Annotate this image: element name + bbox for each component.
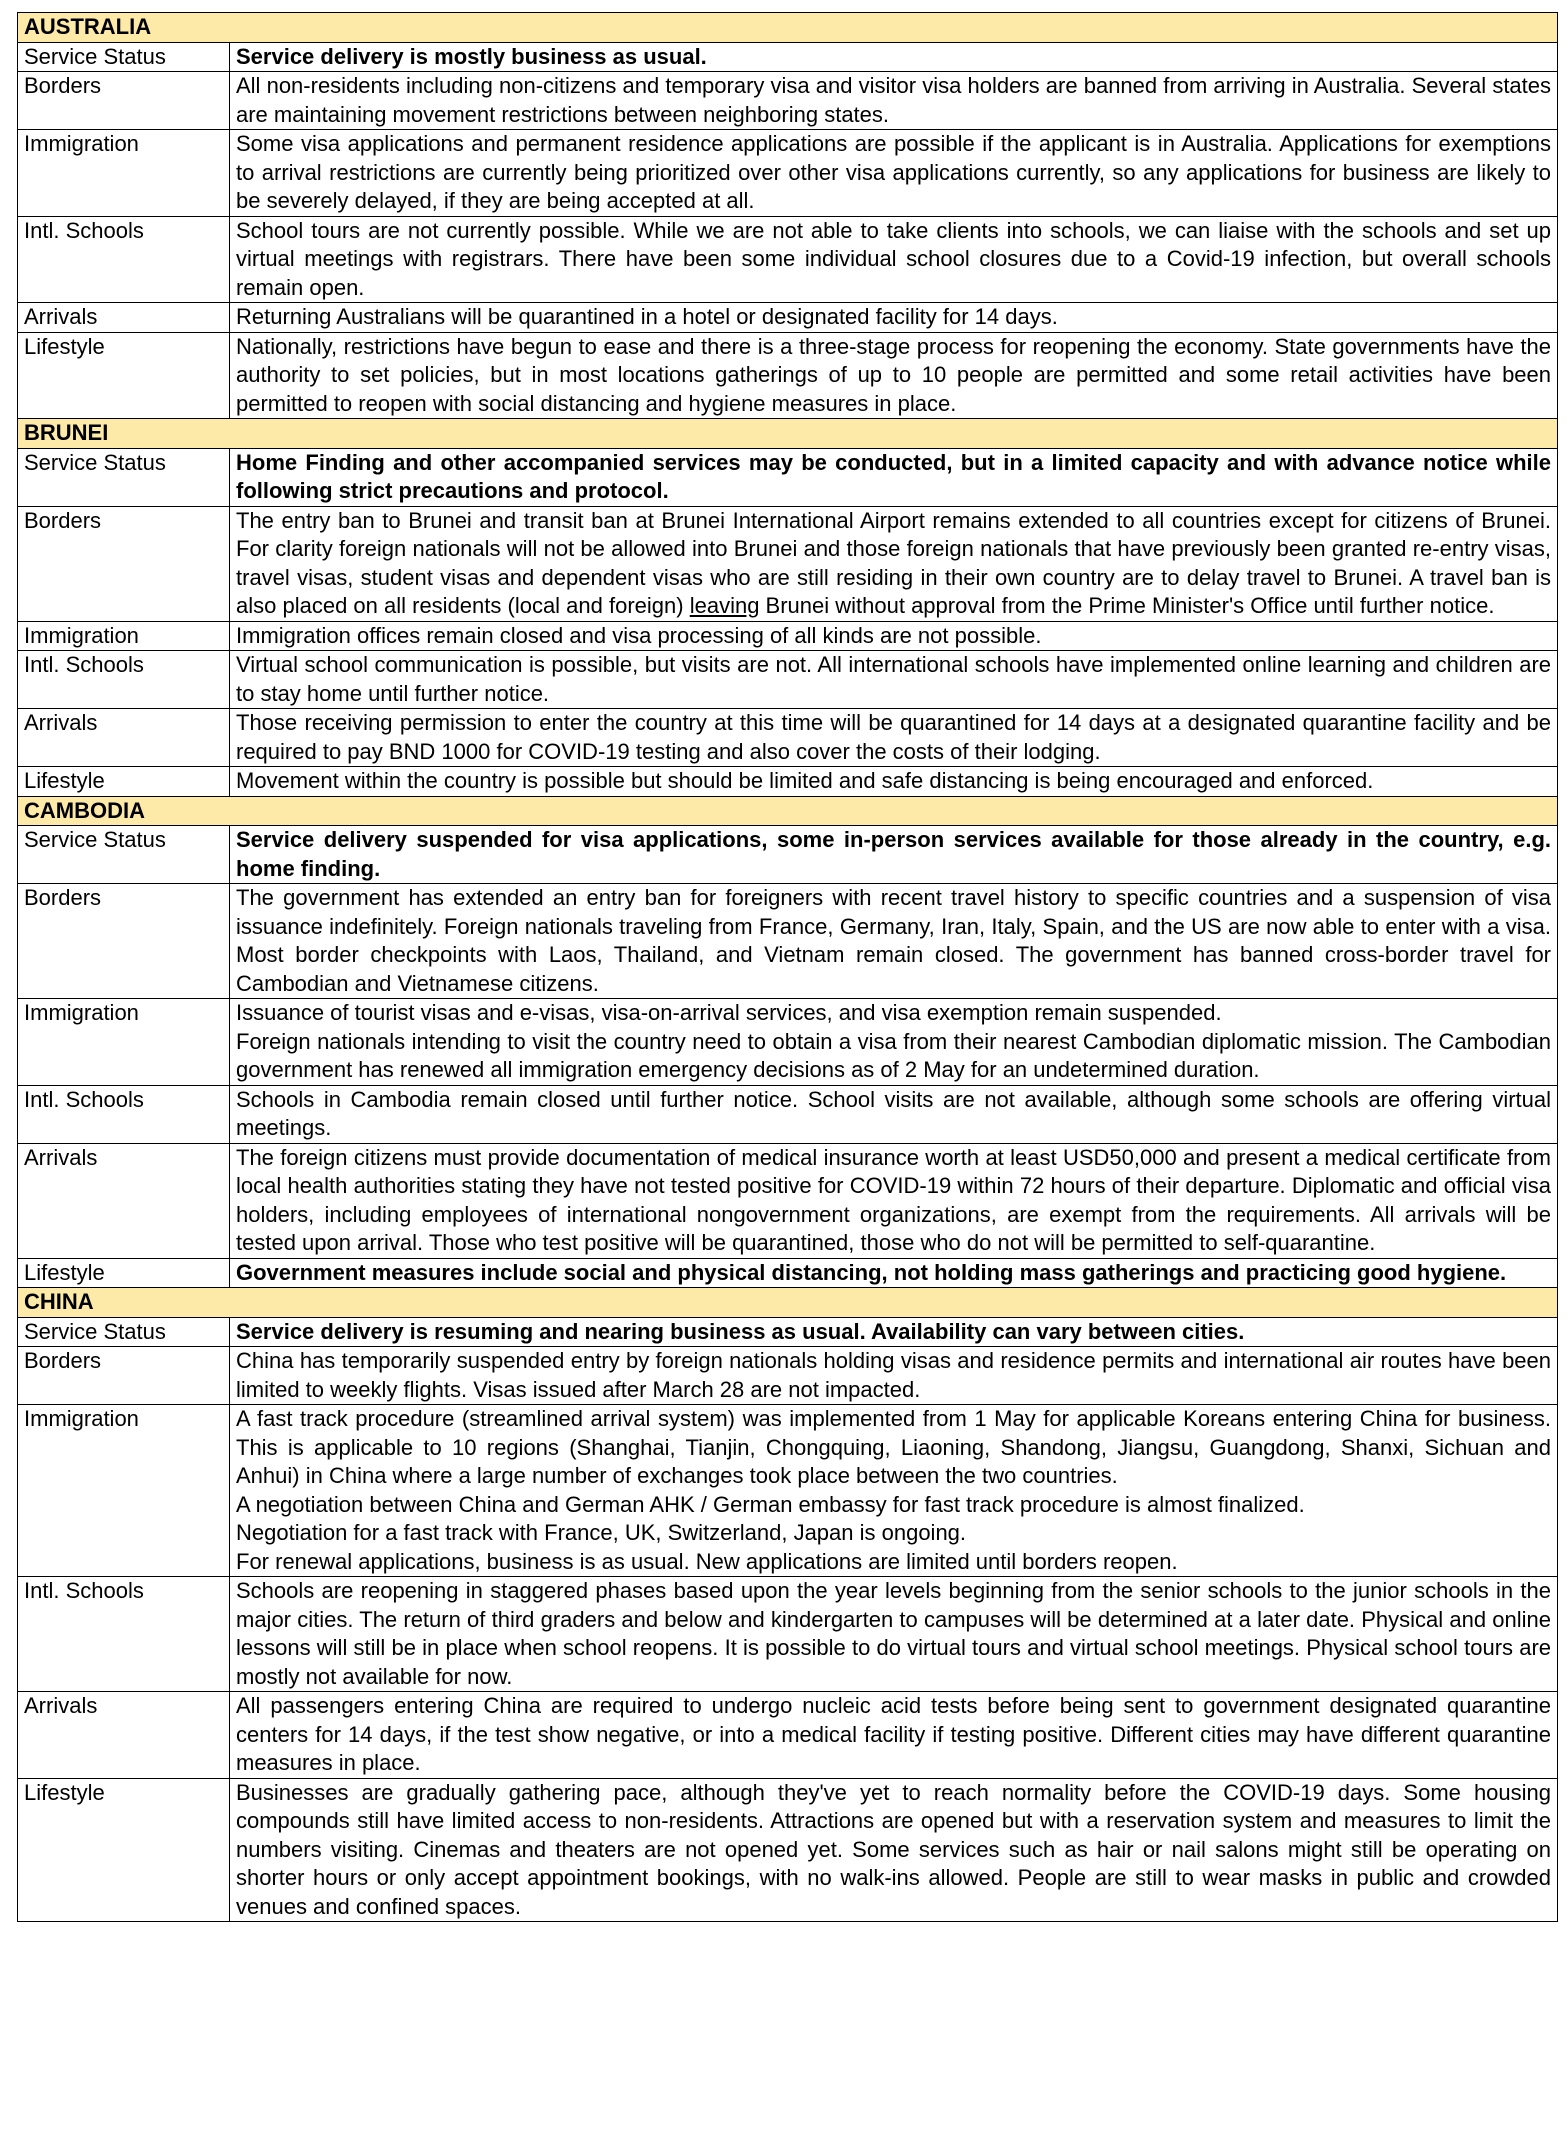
category-value <box>230 1405 1558 1577</box>
category-value <box>230 1778 1558 1922</box>
value-text: School tours are not currently possible. While we are not able to take clients into schools, we can liaise with the schools and set up virtual meetings with registrars. There have been some individual school closures due to a Covid-19 infection, but overall schools remain open. <box>236 217 1552 300</box>
table-row <box>18 826 1558 884</box>
value-text: Government measures include social and physical distancing, not holding mass gatherings and practicing good hygiene. <box>236 1259 1507 1285</box>
table-row <box>18 651 1558 709</box>
country-header-row <box>18 1288 1558 1318</box>
table-row <box>18 884 1558 999</box>
value-text: The government has extended an entry ban for foreigners with recent travel history to specific countries and a suspension of visa issuance indefinitely. Foreign nationals traveling from France, Germany, Iran, Italy, Spain, and the US are now able to enter with a visa. Most border checkpoints with Laos, Thailand, and Vietnam remain closed. The government has banned cross-border travel for Cambodian and Vietnamese citizens. <box>236 885 1552 996</box>
table-row <box>18 332 1558 419</box>
category-value <box>230 1258 1558 1288</box>
category-label: Arrivals <box>18 1692 230 1779</box>
category-label: Borders <box>18 72 230 130</box>
table-row <box>18 448 1558 506</box>
value-text: Service delivery is resuming and nearing business as usual. Availability can vary between cities. <box>236 1318 1245 1344</box>
value-text: Businesses are gradually gathering pace, although they've yet to reach normality before the COVID-19 days. Some housing compounds still have limited access to non-residents. Attractions are opened but with a reservation system and measures to limit the numbers visiting. Cinemas and theaters are not opened yet. Some services such as hair or nail salons might still be operating on shorter hours or only accept appointment bookings, with no walk-ins allowed. People are still to wear masks in public and crowded venues and confined spaces. <box>236 1779 1552 1919</box>
table-row <box>18 42 1558 72</box>
category-value <box>230 1577 1558 1692</box>
category-label: Service Status <box>18 448 230 506</box>
table-row <box>18 1258 1558 1288</box>
category-value <box>230 72 1558 130</box>
country-header: BRUNEI <box>18 419 1558 449</box>
category-label: Service Status <box>18 1317 230 1347</box>
value-text: For renewal applications, business is as usual. New applications are limited until borders reopen. <box>236 1548 1178 1574</box>
category-label: Lifestyle <box>18 1258 230 1288</box>
category-label: Lifestyle <box>18 767 230 797</box>
table-row <box>18 709 1558 767</box>
category-label: Immigration <box>18 1405 230 1577</box>
category-label: Lifestyle <box>18 332 230 419</box>
category-value <box>230 506 1558 621</box>
value-text: Immigration offices remain closed and visa processing of all kinds are not possible. <box>236 622 1042 648</box>
value-text: Service delivery suspended for visa applications, some in-person services available for those already in the country, e.g. home finding. <box>236 827 1552 881</box>
table-row <box>18 1143 1558 1258</box>
table-row <box>18 999 1558 1086</box>
category-value <box>230 709 1558 767</box>
category-label: Service Status <box>18 826 230 884</box>
value-text: A fast track procedure (streamlined arrival system) was implemented from 1 May for applicable Koreans entering China for business. This is applicable to 10 regions (Shanghai, Tianjin, Chongquing, Liaoning, Shandong, Jiangsu, Guangdong, Shanxi, Sichuan and Anhui) in China where a large number of exchanges took place between the two countries. <box>236 1406 1552 1488</box>
table-row <box>18 72 1558 130</box>
country-header: CAMBODIA <box>18 796 1558 826</box>
category-value <box>230 332 1558 419</box>
value-text: Nationally, restrictions have begun to ease and there is a three-stage process for reopening the economy. State governments have the authority to set policies, but in most locations gatherings of up to 10 people are permitted and some retail activities have been permitted to reopen with social distancing and hygiene measures in place. <box>236 333 1552 416</box>
category-value <box>230 651 1558 709</box>
value-text: Those receiving permission to enter the country at this time will be quarantined for 14 days at a designated quarantine facility and be required to pay BND 1000 for COVID-19 testing and also cover the costs of their lodging. <box>236 710 1552 764</box>
value-text: Schools are reopening in staggered phases based upon the year levels beginning from the senior schools to the junior schools in the major cities. The return of third graders and below and kindergarten to campuses will be determined at a later date. Physical and online lessons will still be in place when school reopens. It is possible to do virtual tours and virtual school meetings. Physical school tours are mostly not available for now. <box>236 1578 1552 1689</box>
table-row <box>18 767 1558 797</box>
category-label: Intl. Schools <box>18 651 230 709</box>
category-label: Borders <box>18 884 230 999</box>
value-text: All passengers entering China are required to undergo nucleic acid tests before being sent to government designated quarantine centers for 14 days, if the test show negative, or into a medical facility if testing positive. Different cities may have different quarantine measures in place. <box>236 1693 1552 1775</box>
value-text: All non-residents including non-citizens and temporary visa and visitor visa holders are banned from arriving in Australia. Several states are maintaining movement restrictions between neighboring states. <box>236 73 1552 127</box>
table-row <box>18 216 1558 303</box>
category-value <box>230 1143 1558 1258</box>
country-header: CHINA <box>18 1288 1558 1318</box>
category-value <box>230 1692 1558 1779</box>
category-value <box>230 130 1558 217</box>
category-value <box>230 999 1558 1086</box>
value-text: Some visa applications and permanent residence applications are possible if the applicant is in Australia. Applications for exemptions to arrival restrictions are currently being prioritized over other visa applications currently, so any applications for business are likely to be severely delayed, if they are being accepted at all. <box>236 131 1552 213</box>
category-value <box>230 216 1558 303</box>
table-row <box>18 130 1558 217</box>
category-value <box>230 42 1558 72</box>
value-text: Schools in Cambodia remain closed until further notice. School visits are not available, although some schools are offering virtual meetings. <box>236 1086 1552 1140</box>
category-value <box>230 448 1558 506</box>
category-value <box>230 1317 1558 1347</box>
category-label: Arrivals <box>18 1143 230 1258</box>
category-label: Intl. Schools <box>18 1085 230 1143</box>
category-value <box>230 767 1558 797</box>
category-label: Immigration <box>18 621 230 651</box>
value-text: A negotiation between China and German AHK / German embassy for fast track procedure is almost finalized. <box>236 1491 1305 1517</box>
category-value <box>230 1085 1558 1143</box>
category-label: Intl. Schools <box>18 216 230 303</box>
category-value <box>230 826 1558 884</box>
category-label: Borders <box>18 1347 230 1405</box>
category-label: Immigration <box>18 999 230 1086</box>
table-row <box>18 506 1558 621</box>
table-row <box>18 1317 1558 1347</box>
category-label: Arrivals <box>18 709 230 767</box>
table-row <box>18 1778 1558 1922</box>
country-header-row <box>18 796 1558 826</box>
value-text: Movement within the country is possible but should be limited and safe distancing is being encouraged and enforced. <box>236 768 1374 793</box>
value-text: Home Finding and other accompanied services may be conducted, but in a limited capacity and with advance notice while following strict precautions and protocol. <box>236 449 1552 503</box>
country-header: AUSTRALIA <box>18 13 1558 43</box>
value-text: The foreign citizens must provide documentation of medical insurance worth at least USD50,000 and present a medical certificate from local health authorities stating they have not tested positive for COVID-19 within 72 hours of their departure. Diplomatic and official visa holders, including employees of international nongovernment organizations, are exempt from the requirements. All arrivals will be tested upon arrival. Those who test positive will be quarantined, those who do not will be permitted to self-quarantine. <box>236 1144 1552 1255</box>
value-text: Foreign nationals intending to visit the country need to obtain a visa from their nearest Cambodian diplomatic mission. The Cambodian government has renewed all immigration emergency decisions as of 2 May for an undetermined duration. <box>236 1028 1552 1082</box>
table-row <box>18 1692 1558 1779</box>
value-text: Service delivery is mostly business as usual. <box>236 43 707 69</box>
category-label: Intl. Schools <box>18 1577 230 1692</box>
table-row <box>18 1577 1558 1692</box>
category-value <box>230 884 1558 999</box>
value-text: Negotiation for a fast track with France, UK, Switzerland, Japan is ongoing. <box>236 1520 967 1545</box>
category-label: Service Status <box>18 42 230 72</box>
value-text: Virtual school communication is possible, but visits are not. All international schools have implemented online learning and children are to stay home until further notice. <box>236 652 1552 706</box>
value-text: The entry ban to Brunei and transit ban at Brunei International Airport remains extended to all countries except for citizens of Brunei. For clarity foreign nationals will not be allowed into Brunei and those foreign nationals that have previously been granted re-entry visas, travel visas, student visas and dependent visas who are still residing in their own country are to delay travel to Brunei. A travel ban is also placed on all residents (local and foreign) leaving Brunei without approval from the Prime Minister's Office until further notice. <box>236 507 1552 618</box>
value-text: Issuance of tourist visas and e-visas, visa-on-arrival services, and visa exemption remain suspended. <box>236 1000 1222 1025</box>
country-header-row <box>18 13 1558 43</box>
value-text: Returning Australians will be quarantined in a hotel or designated facility for 14 days. <box>236 304 1058 329</box>
category-label: Lifestyle <box>18 1778 230 1922</box>
category-value <box>230 303 1558 333</box>
category-value <box>230 621 1558 651</box>
value-text: China has temporarily suspended entry by foreign nationals holding visas and residence permits and international air routes have been limited to weekly flights. Visas issued after March 28 are not impacted. <box>236 1348 1552 1402</box>
table-row <box>18 621 1558 651</box>
category-label: Arrivals <box>18 303 230 333</box>
category-label: Borders <box>18 506 230 621</box>
underlined-word: leaving <box>689 593 760 618</box>
table-row <box>18 1405 1558 1577</box>
country-status-table <box>17 12 1558 1922</box>
country-header-row <box>18 419 1558 449</box>
table-row <box>18 1085 1558 1143</box>
table-row <box>18 303 1558 333</box>
category-label: Immigration <box>18 130 230 217</box>
table-row <box>18 1347 1558 1405</box>
category-value <box>230 1347 1558 1405</box>
